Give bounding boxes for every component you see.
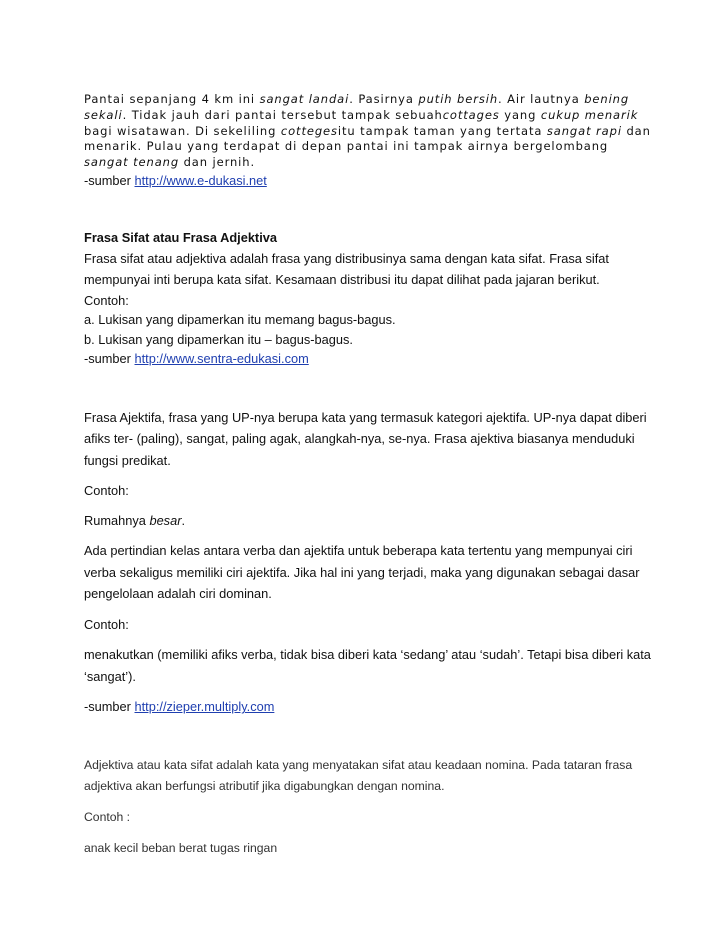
example-label: Contoh: (84, 292, 129, 308)
overlap-paragraph: Ada pertindian kelas antara verba dan ajektifa untuk beberapa kata tertentu yang mempunyai ciri verba sekaligus memiliki ciri ajektifa. Jika hal ini yang terjadi, maka yang digunakan sebagai dasar pengelolaan adalah ciri dominan. (84, 543, 640, 602)
source-line: -sumber http://www.sentra-edukasi.com (84, 351, 309, 367)
source-link[interactable]: http://www.e-dukasi.net (134, 172, 267, 188)
example-a: a. Lukisan yang dipamerkan itu memang bagus-bagus. (84, 312, 396, 328)
source-link[interactable]: http://www.sentra-edukasi.com (134, 351, 309, 367)
source-line: -sumber http://zieper.multiply.com (84, 699, 275, 715)
document-page (84, 92, 654, 859)
example-b: b. Lukisan yang dipamerkan itu – bagus-bagus. (84, 331, 353, 347)
section-frasa-sifat (84, 228, 654, 369)
example-label: Contoh: (84, 616, 129, 632)
example-words: anak kecil beban berat tugas ringan (84, 840, 278, 855)
beach-paragraph: Pantai sepanjang 4 km ini sangat landai. Pasirnya putih bersih. Air lautnya bening sekali. Tidak jauh dari pantai tersebut tampak sebuahcottages yang cukup menarik bagi wisatawan. Di sekeliling cottegesitu tampak taman yang tertata sangat rapi dan menarik. Pulau yang terdapat di depan pantai ini tampak airnya bergelombang sangat tenang dan jernih. (84, 92, 651, 170)
section-frasa-ajektifa (84, 407, 654, 717)
section-beach-description (84, 92, 654, 190)
example-label: Contoh: (84, 483, 129, 499)
source-line: -sumber http://www.e-dukasi.net (84, 172, 267, 188)
section-adjektiva-nomina (84, 755, 654, 859)
example-label: Contoh : (84, 809, 131, 824)
source-link[interactable]: http://zieper.multiply.com (134, 699, 275, 715)
adjektiva-paragraph: Adjektiva atau kata sifat adalah kata yang menyatakan sifat atau keadaan nomina. Pada tataran frasa adjektiva akan berfungsi atributif jika digabungkan dengan nomina. (84, 757, 633, 793)
ajektifa-paragraph: Frasa Ajektifa, frasa yang UP-nya berupa kata yang termasuk kategori ajektifa. UP-nya dapat diberi afiks ter- (paling), sangat, paling agak, alangkah-nya, se-nya. Frasa ajektiva biasanya menduduki fungsi predikat. (84, 409, 647, 468)
menakutkan-paragraph: menakutkan (memiliki afiks verba, tidak bisa diberi kata ‘sedang’ atau ‘sudah’. Tetapi bisa diberi kata ‘sangat’). (84, 647, 651, 684)
section-heading: Frasa Sifat atau Frasa Adjektiva (84, 230, 277, 246)
example-sentence: Rumahnya besar. (84, 512, 186, 528)
definition-paragraph: Frasa sifat atau adjektiva adalah frasa yang distribusinya sama dengan kata sifat. Frasa sifat mempunyai inti berupa kata sifat. Kesamaan distribusi itu dapat dilihat pada jajaran berikut. (84, 250, 609, 288)
